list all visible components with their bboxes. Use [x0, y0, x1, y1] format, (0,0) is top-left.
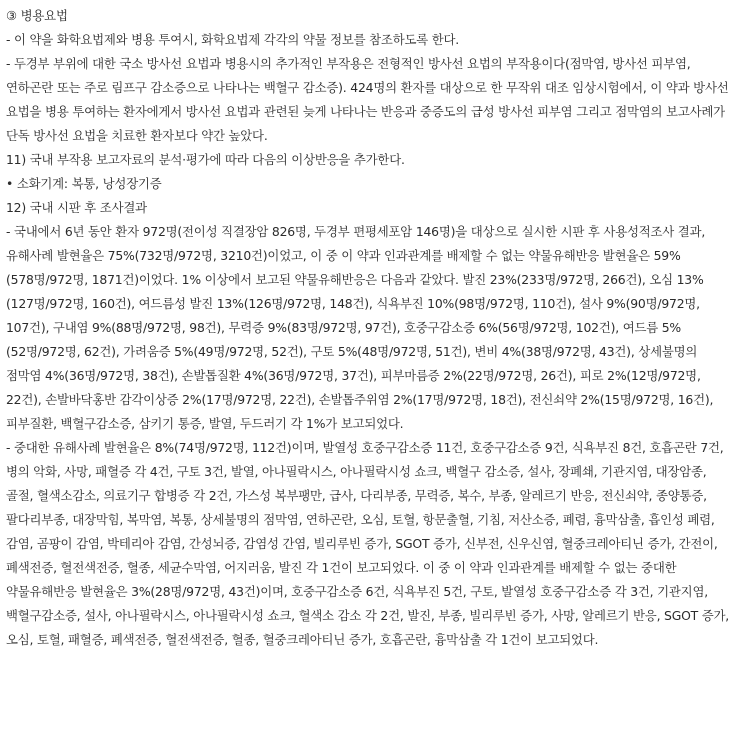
- paragraph-serious-adverse-events: - 중대한 유해사례 발현율은 8%(74명/972명, 112건)이며, 발열성 호중구감소증 11건, 호중구감소증 9건, 식욕부진 8건, 호흡곤란 7건, 병의 악화, 사망, 패혈증 각 4건, 구토 3건, 발열, 아나필락시스, 아나필락시성 쇼크, 백혈구 감소증, 설사, 장폐쇄, 기관지염, 대장암종, 골절, 혈색소감소, 의료기구 합병증 각 2건, 가스성 복부팽만, 급사, 다리부종, 무력증, 복수, 부종, 알레르기 반응, 전신쇠약, 종양통증, 팔다리부종, 대장막힘, 복막염, 복통, 상세불명의 점막염, 연하곤란, 오심, 토혈, 항문출혈, 기침, 저산소증, 폐렴, 흉막삼출, 흡인성 폐렴, 감염, 곰팡이 감염, 박테리아 감염, 간성뇌증, 감염성 간염, 빌리루빈 증가, SGOT 증가, 신부전, 신우신염, 혈중크레아티닌 증가, 간전이, 폐색전증, 혈전색전증, 혈종, 세균수막염, 어지러움, 발진 각 1건이 보고되었다. 이 중 이 약과 인과관계를 배제할 수 없는 중대한 약물유해반응 발현율은 3%(28명/972명, 43건)이며, 호중구감소증 6건, 식욕부진 5건, 구토, 발열성 호중구감소증 각 3건, 기관지염, 백혈구감소증, 설사, 아나필락시스, 아나필락시성 쇼크, 혈색소 감소 각 2건, 발진, 부종, 빌리루빈 증가, 사망, 알레르기 반응, SGOT 증가, 오심, 토혈, 패혈증, 폐색전증, 혈전색전증, 혈종, 혈중크레아티닌 증가, 호흡곤란, 흉막삼출 각 1건이 보고되었다.: [6, 440, 730, 647]
- paragraph-combination-chemo: - 이 약을 화학요법제와 병용 투여시, 화학요법제 각각의 약물 정보를 참조하도록 한다.: [6, 32, 460, 47]
- paragraph-postmarketing-title: 12) 국내 시판 후 조사결과: [6, 200, 147, 215]
- paragraph-postmarketing-results: - 국내에서 6년 동안 환자 972명(전이성 직결장암 826명, 두경부 편평세포암 146명)을 대상으로 실시한 시판 후 사용성적조사 결과, 유해사례 발현율은 75%(732명/972명, 3210건)이었고, 이 중 이 약과 인과관계를 배제할 수 없는 약물유해반응 발현율은 59%(578명/972명, 1871건)이었다. 1% 이상에서 보고된 약물유해반응은 다음과 같았다. 발진 23%(233명/972명, 266건), 오심 13%(127명/972명, 160건), 여드름성 발진 13%(126명/972명, 148건), 식욕부진 10%(98명/972명, 110건), 설사 9%(90명/972명, 107건), 구내염 9%(88명/972명, 98건), 무력증 9%(83명/972명, 97건), 호중구감소증 6%(56명/972명, 102건), 여드름 5%(52명/972명, 62건), 가려움증 5%(49명/972명, 52건), 구토 5%(48명/972명, 51건), 변비 4%(38명/972명, 43건), 상세불명의 점막염 4%(36명/972명, 38건), 손발톱질환 4%(36명/972명, 37건), 피부마름증 2%(22명/972명, 26건), 피로 2%(12명/972명, 22건), 손발바닥홍반 감각이상증 2%(17명/972명, 22건), 손발톱주위염 2%(17명/972명, 18건), 전신쇠약 2%(15명/972명, 16건), 피부질환, 백혈구감소증, 삼키기 통증, 발열, 두드러기 각 1%가 보고되었다.: [6, 224, 714, 431]
- section-heading: ③ 병용요법: [6, 8, 68, 23]
- paragraph-combination-radiation: - 두경부 부위에 대한 국소 방사선 요법과 병용시의 추가적인 부작용은 전형적인 방사선 요법의 부작용이다(점막염, 방사선 피부염, 연하곤란 또는 주로 림프구 감소증으로 나타나는 백혈구 감소증). 424명의 환자를 대상으로 한 무작위 대조 임상시험에서, 이 약과 방사선 요법을 병용 투여하는 환자에게서 방사선 요법과 관련된 늦게 나타나는 반응과 중증도의 급성 방사선 피부염 그리고 점막염의 보고사례가 단독 방사선 요법을 치료한 환자보다 약간 높았다.: [6, 56, 729, 143]
- paragraph-domestic-report-title: 11) 국내 부작용 보고자료의 분석·평가에 따라 다음의 이상반응을 추가한다.: [6, 152, 405, 167]
- paragraph-gi-bullet: • 소화기계: 복통, 낭성장기증: [6, 176, 162, 191]
